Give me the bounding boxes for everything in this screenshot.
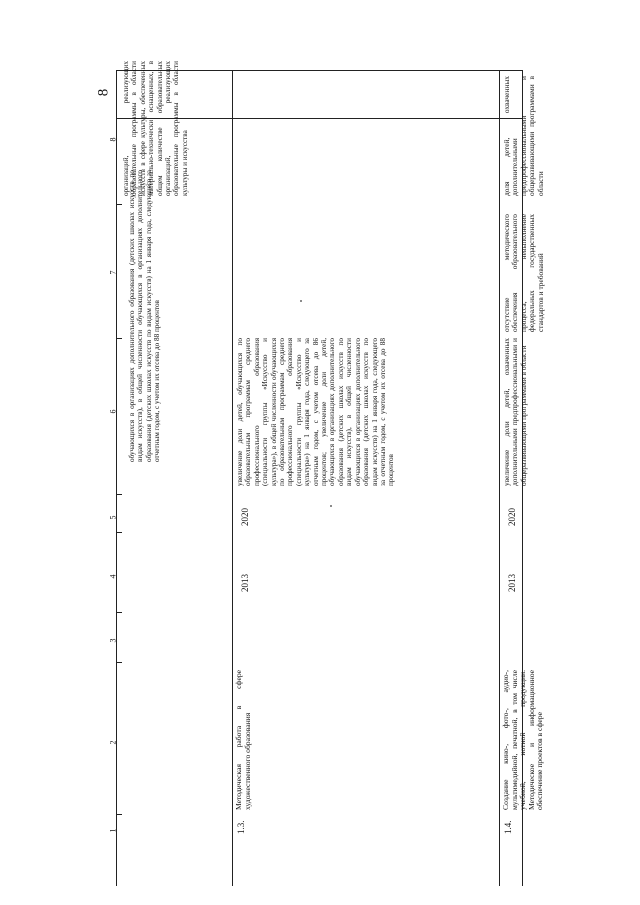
scan-speck (300, 300, 302, 302)
row-1-3-start-year: 2013 (240, 574, 250, 592)
row-separator-2 (499, 70, 500, 886)
row-continuation-result (128, 170, 162, 462)
row-1-4-risks (503, 214, 545, 332)
row-1-4-risks-text: отсутствие методического обеспечения образовательного процесса, невыполнение федеральных государственных стандартов и требований (502, 214, 545, 332)
column-tick (116, 814, 122, 815)
column-tick (116, 204, 122, 205)
row-1-3-title-text: Методическая работа в сфере художественного образования (234, 670, 252, 810)
row-1-4-result-text: увеличение доли детей, охваченных дополнительными предпрофессиональными и общеразвивающими программами в области (502, 338, 528, 486)
row-1-4-result (503, 338, 528, 486)
row-continuation-relation-text: организаций, реализующих образовательные программы в области искусств в сфере культуры, обеспеченных материально-технически оснащенных, в общем количестве образовательных организаций, реализующих образовательные программы в области культуры и искусства (122, 61, 189, 196)
row-1-3-result-text: увеличение доли детей, обучающихся по образовательным программам среднего профессионального образования (специальности группы «Искусство и культура»), в общей численности обучающихся по образовательным программам среднего профессионального образования (специальности группы «Искусство и культура») на 1 января года, следующего за отчетным годом, с учетом отсева до 86 процентов; увеличение доли детей, обучающихся в организациях дополнительного образования (детских школах искусств по видам искусств), в общей численности обучающихся в организациях дополнительного образования (детских школах искусств по видам искусств) на 1 января года, следующего за отчетным годом, с учетом их отсева до 88 процентов (236, 338, 396, 486)
column-number-4: 4 (108, 574, 118, 579)
page-number: 8 (95, 88, 112, 97)
column-tick (116, 662, 122, 663)
table-left-border (116, 70, 117, 886)
column-number-5: 5 (108, 515, 118, 520)
column-tick (116, 338, 122, 339)
row-1-3-result (236, 338, 396, 486)
column-number-6: 6 (108, 409, 118, 414)
row-1-3-end-year: 2020 (240, 508, 250, 526)
row-1-4-start-year: 2013 (507, 574, 517, 592)
column-tick (116, 532, 122, 533)
row-1-3-number: 1.3. (236, 820, 246, 834)
row-separator-1 (232, 70, 233, 886)
column-tick (116, 612, 122, 613)
row-1-4-end-year: 2020 (507, 508, 517, 526)
row-1-4-number: 1.4. (503, 820, 513, 834)
column-number-3: 3 (108, 638, 118, 643)
row-continuation-result-text: обучающихся в организациях дополнительного образования (детских школах искусств по видам искусств), в общей численности обучающихся в организациях дополнительного образования (детских школах искусств по видам искусств) на 1 января года, следующего за отчетным годом, с учетом их отсева до 88 процентов (128, 170, 162, 462)
row-1-4-relation (503, 76, 545, 196)
row-1-3-title (234, 670, 252, 810)
scan-speck (330, 505, 332, 507)
row-1-4-title-text: Создание кино-, фото-, аудио-, мультимедийной, печатной, в том числе учебной, нотной продукции. Методическое и информационное обеспечение проектов в сфере (501, 670, 545, 810)
row-1-4-title (502, 670, 545, 810)
row-1-4-relation-text: доля детей, охваченных дополнительными предпрофессиональными и общеразвивающими программами в области (502, 76, 545, 196)
row-continuation-relation (122, 61, 189, 196)
column-number-2: 2 (108, 740, 118, 745)
column-tick (116, 494, 122, 495)
column-number-1: 1 (108, 828, 118, 833)
column-number-7: 7 (108, 270, 118, 275)
column-number-8: 8 (108, 137, 118, 142)
